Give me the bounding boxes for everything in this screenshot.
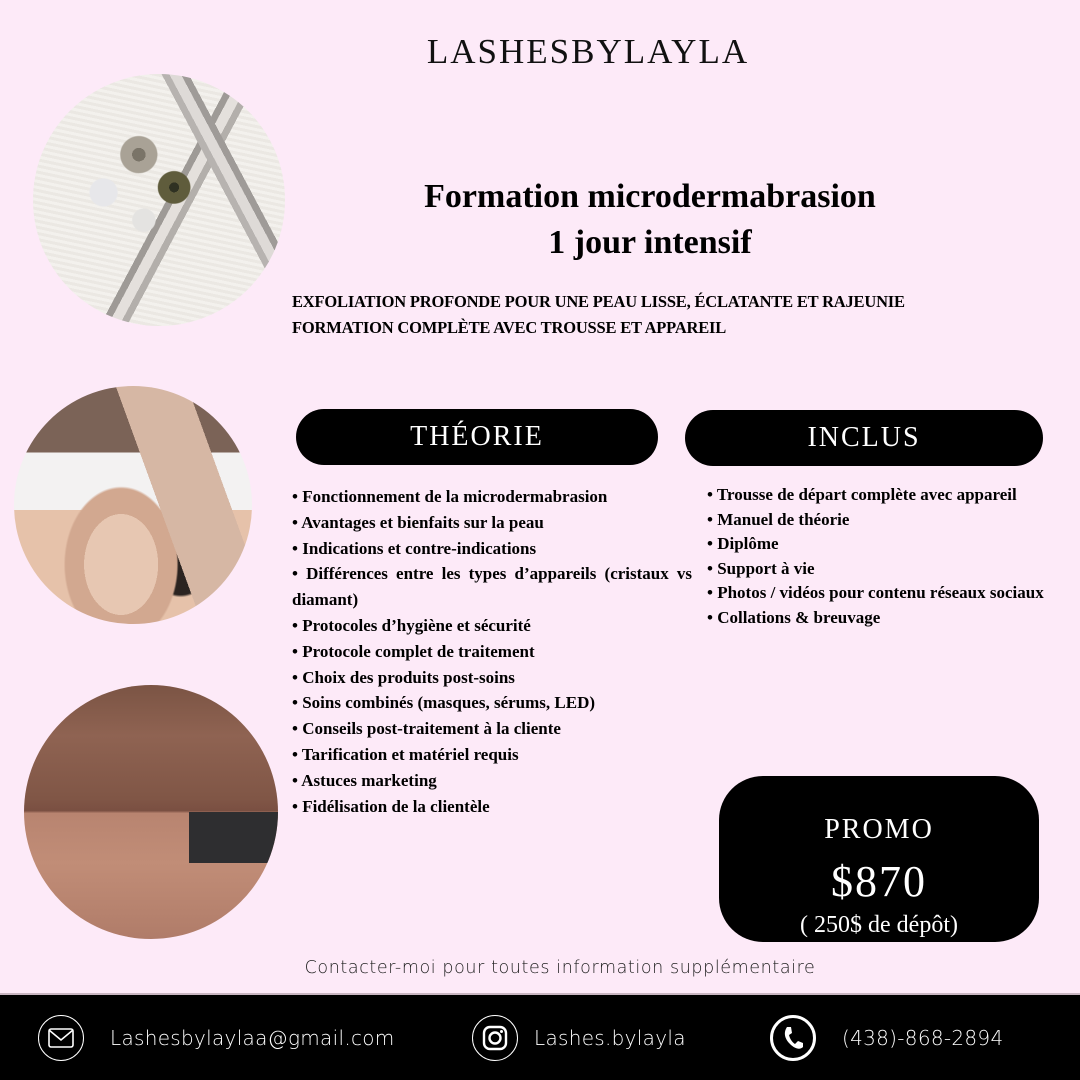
list-item: • Photos / vidéos pour contenu réseaux sociaux bbox=[707, 583, 1044, 602]
list-item: • Manuel de théorie bbox=[707, 509, 850, 529]
promo-label: PROMO bbox=[824, 814, 934, 845]
envelope-icon bbox=[38, 1015, 84, 1061]
promo-deposit: ( 250$ de dépôt) bbox=[800, 912, 958, 938]
list-item: • Fonctionnement de la microdermabrasion bbox=[292, 487, 608, 506]
list-item: • Astuces marketing bbox=[292, 770, 437, 790]
instagram-contact[interactable] bbox=[472, 995, 686, 1080]
theorie-list bbox=[292, 484, 692, 819]
phone-number[interactable]: (438)-868-2894 bbox=[842, 1025, 1004, 1050]
brand-name: LASHESBYLAYLA bbox=[426, 32, 750, 71]
list-item: • Indications et contre-indications bbox=[292, 538, 537, 558]
promo-box bbox=[719, 776, 1039, 942]
list-item: • Trousse de départ complète avec appareil bbox=[707, 485, 1017, 504]
page-title bbox=[290, 174, 1010, 266]
subtitle bbox=[292, 289, 1062, 341]
instagram-icon bbox=[472, 1015, 518, 1061]
facial-treatment-photo bbox=[14, 386, 252, 624]
instagram-handle[interactable]: Lashes.bylayla bbox=[534, 1025, 686, 1050]
subtitle-line-1: EXFOLIATION PROFONDE POUR UNE PEAU LISSE, ÉCLATANTE ET RAJEUNIE bbox=[292, 292, 905, 311]
phone-icon bbox=[770, 1015, 816, 1061]
list-item: • Choix des produits post-soins bbox=[292, 667, 515, 687]
email-contact[interactable] bbox=[38, 995, 395, 1080]
title-line-1: Formation microdermabrasion bbox=[424, 178, 876, 215]
email-address[interactable]: Lashesbylaylaa@gmail.com bbox=[110, 1025, 395, 1050]
microdermabrasion-tools-photo bbox=[33, 74, 285, 326]
list-item: • Support à vie bbox=[707, 558, 815, 578]
phone-contact[interactable] bbox=[770, 995, 1004, 1080]
footer-contact-bar bbox=[0, 993, 1080, 1080]
subtitle-line-2: FORMATION COMPLÈTE AVEC TROUSSE ET APPAREIL bbox=[292, 318, 727, 337]
inclus-heading: INCLUS bbox=[685, 410, 1043, 466]
list-item: • Avantages et bienfaits sur la peau bbox=[292, 512, 544, 532]
list-item: • Différences entre les types d’appareils (cristaux vs diamant) bbox=[292, 564, 692, 610]
list-item: • Conseils post-traitement à la cliente bbox=[292, 719, 561, 739]
inclus-list bbox=[707, 483, 1067, 630]
contact-note: Contacter-moi pour toutes information supplémentaire bbox=[304, 958, 816, 978]
before-after-photo bbox=[24, 685, 278, 939]
title-line-2: 1 jour intensif bbox=[548, 224, 752, 261]
list-item: • Protocole complet de traitement bbox=[292, 641, 535, 661]
theorie-heading: THÉORIE bbox=[296, 409, 658, 465]
list-item: • Tarification et matériel requis bbox=[292, 744, 519, 764]
promo-price: $870 bbox=[831, 857, 927, 906]
list-item: • Protocoles d’hygiène et sécurité bbox=[292, 615, 531, 635]
list-item: • Soins combinés (masques, sérums, LED) bbox=[292, 693, 596, 713]
list-item: • Fidélisation de la clientèle bbox=[292, 796, 490, 816]
list-item: • Collations & breuvage bbox=[707, 607, 881, 627]
list-item: • Diplôme bbox=[707, 534, 779, 553]
